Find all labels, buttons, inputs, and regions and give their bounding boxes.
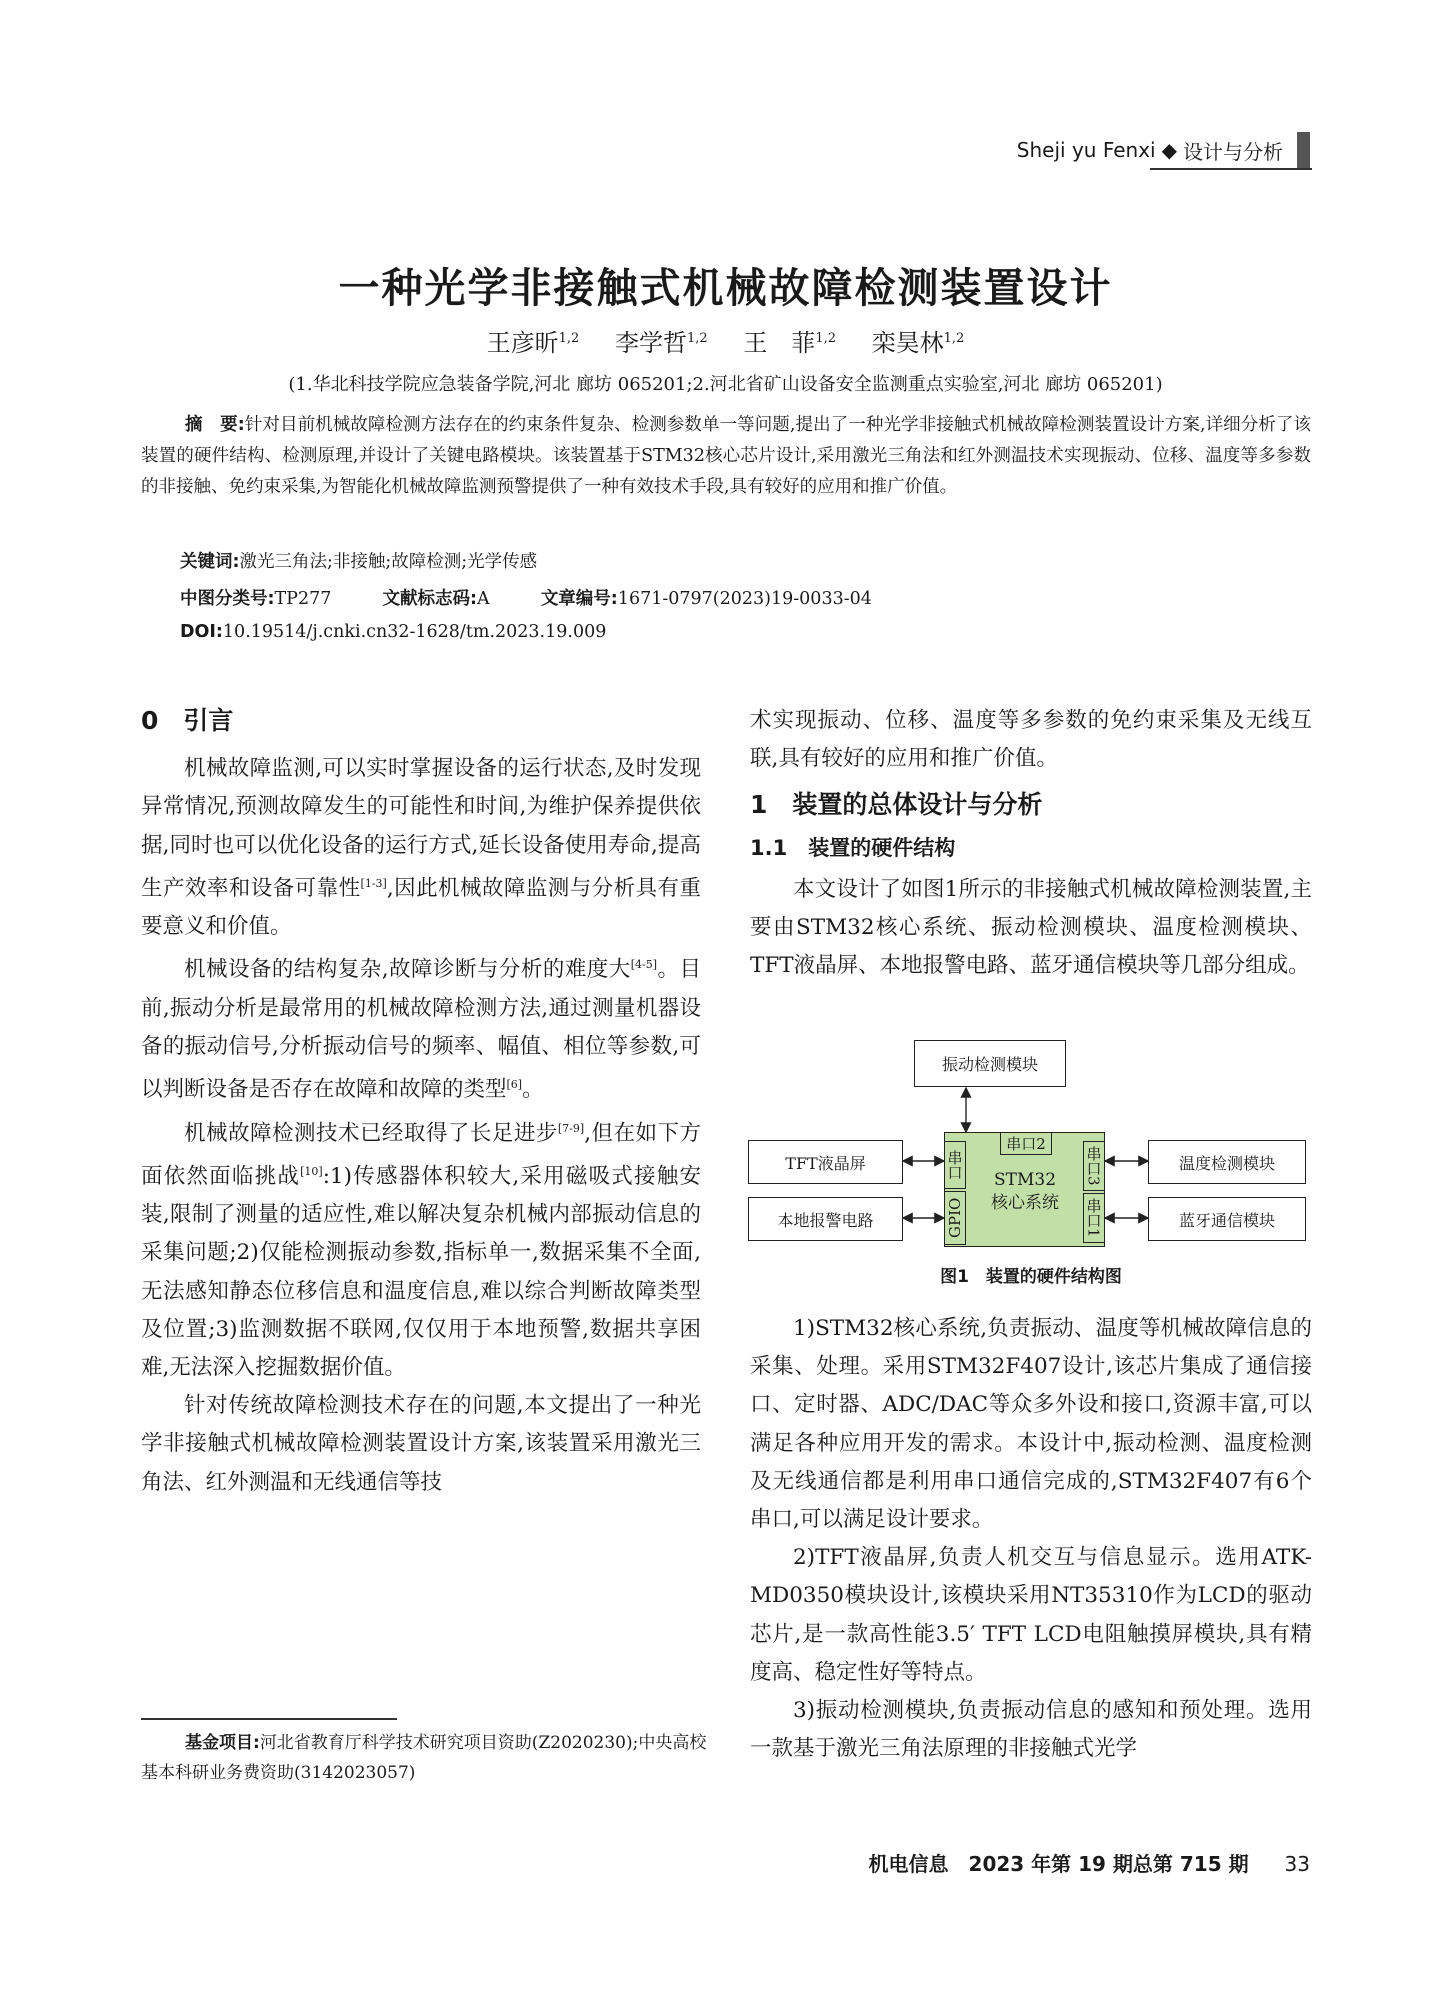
footer-journal: 机电信息 2023 年第 19 期总第 715 期 [868, 1852, 1249, 1876]
figure-caption: 图1 装置的硬件结构图 [940, 1267, 1122, 1287]
paragraph: 本文设计了如图1所示的非接触式机械故障检测装置,主要由STM32核心系统、振动检测模块、温度检测模块、TFT液晶屏、本地报警电路、蓝牙通信模块等几部分组成。 [750, 876, 1312, 979]
abstract-text: 针对目前机械故障检测方法存在的约束条件复杂、检测参数单一等问题,提出了一种光学非接触式机械故障检测装置设计方案,详细分析了该装置的硬件结构、检测原理,并设计了关键电路模块。该装置基于STM32核心芯片设计,采用激光三角法和红外测温技术实现振动、位移、温度等多参数的非接触、免约束采集,为智能化机械故障监测预警提供了一种有效技术手段,具有较好的应用和推广价值。 [141, 415, 1311, 497]
paragraph: 针对传统故障检测技术存在的问题,本文提出了一种光学非接触式机械故障检测装置设计方案,该装置采用激光三角法、红外测温和无线通信等技 [141, 1393, 701, 1495]
author: 李学哲$^{1,2}$ [614, 329, 708, 357]
author: 王彦昕$^{1,2}$ [486, 329, 580, 357]
right-column-top [750, 702, 1312, 985]
section-0-heading: 0 引言 [141, 706, 234, 735]
paragraph: 术实现振动、位移、温度等多参数的免约束采集及无线互联,具有较好的应用和推广价值。 [750, 708, 1312, 772]
alarm-circuit-box: 本地报警电路 [748, 1197, 903, 1241]
paper-title: 一种光学非接触式机械故障检测装置设计 [338, 264, 1113, 312]
port-uart1: 串口1 [1083, 1193, 1105, 1243]
journal-pinyin: Sheji yu Fenxi [1016, 138, 1156, 162]
abstract [141, 410, 1311, 503]
running-header [1017, 132, 1310, 168]
paragraph: 机械故障监测,可以实时掌握设备的运行状态,及时发现异常情况,预测故障发生的可能性和时间,为维护保养提供依据,同时也可以优化设备的运行方式,延长设备使用寿命,提高生产效率和设备可靠性[1-3],因此机械故障监测与分析具有重要意义和价值。 [141, 756, 701, 940]
section-1-heading: 1 装置的总体设计与分析 [750, 790, 1043, 820]
section-name: 设计与分析 [1183, 139, 1283, 164]
affiliation: (1.华北科技学院应急装备学院,河北 廊坊 065201;2.河北省矿山设备安全监测重点实验室,河北 廊坊 065201) [288, 374, 1163, 395]
footnote: 基金项目:河北省教育厅科学技术研究项目资助(Z2020230);中央高校基本科研业务费资助(3142023057) [141, 1733, 707, 1783]
section-1-1-heading: 1.1 装置的硬件结构 [750, 835, 956, 860]
stm32-core-box [944, 1132, 1105, 1247]
port-uart2: 串口2 [1000, 1132, 1052, 1155]
paragraph: 机械故障检测技术已经取得了长足进步[7-9],但在如下方面依然面临挑战[10]:1)传感器体积较大,采用磁吸式接触安装,限制了测量的适应性,难以解决复杂机械内部振动信息的采集问题;2)仅能检测振动参数,指标单一,数据采集不全面,无法感知静态位移信息和温度信息,难以综合判断故障类型及位置;3)监测数据不联网,仅仅用于本地预警,数据共享困难,无法深入挖掘数据价值。 [141, 1120, 701, 1381]
author-list [0, 323, 1451, 358]
diamond-icon: ◆ [1161, 138, 1177, 162]
footnote-rule [141, 1718, 397, 1720]
author: 王 菲$^{1,2}$ [743, 329, 836, 357]
core-label: STM32 核心系统 [991, 1170, 1059, 1213]
header-rule [1150, 168, 1312, 170]
paragraph: 1)STM32核心系统,负责振动、温度等机械故障信息的采集、处理。采用STM32F407设计,该芯片集成了通信接口、定时器、ADC/DAC等众多外设和接口,资源丰富,可以满足各种应用开发的需求。本设计中,振动检测、温度检测及无线通信都是利用串口通信完成的,STM32F407有6个串口,可以满足设计要求。 [750, 1316, 1312, 1533]
page-footer [869, 1848, 1310, 1877]
right-column-bottom [750, 1310, 1312, 1768]
page-number: 33 [1284, 1852, 1310, 1876]
port-gpio: GPIO [944, 1191, 966, 1245]
header-bar [1297, 132, 1310, 168]
abstract-label: 摘 要: [185, 415, 245, 435]
paragraph: 机械设备的结构复杂,故障诊断与分析的难度大[4-5]。目前,振动分析是最常用的机械故障检测方法,通过测量机器设备的振动信号,分析振动信号的频率、幅值、相位等参数,可以判断设备是否存在故障和故障的类型[6]。 [141, 957, 701, 1103]
paragraph: 3)振动检测模块,负责振动信息的感知和预处理。选用一款基于激光三角法原理的非接触式光学 [750, 1698, 1312, 1762]
keywords: 关键词:激光三角法;非接触;故障检测;光学传感 [180, 552, 538, 572]
tft-lcd-box: TFT液晶屏 [748, 1140, 903, 1184]
figure-1 [748, 1040, 1314, 1290]
port-uart3: 串口3 [1083, 1141, 1105, 1191]
paragraph: 2)TFT液晶屏,负责人机交互与信息显示。选用ATK-MD0350模块设计,该模块采用NT35310作为LCD的驱动芯片,是一款高性能3.5′ TFT LCD电阻触摸屏模块,具有精度高、稳定性好等特点。 [750, 1545, 1312, 1685]
temperature-module-box: 温度检测模块 [1148, 1140, 1306, 1184]
classification-line: 中图分类号:TP277 文献标志码:A 文章编号:1671-0797(2023)19-0033-04 [180, 589, 872, 609]
doi-line: DOI:10.19514/j.cnki.cn32-1628/tm.2023.19.009 [180, 622, 607, 642]
bluetooth-module-box: 蓝牙通信模块 [1148, 1197, 1306, 1241]
vibration-module-box: 振动检测模块 [914, 1040, 1066, 1087]
author: 栾昊林$^{1,2}$ [871, 329, 965, 357]
left-column [141, 702, 701, 1502]
port-uart-left: 串口 [944, 1141, 966, 1189]
